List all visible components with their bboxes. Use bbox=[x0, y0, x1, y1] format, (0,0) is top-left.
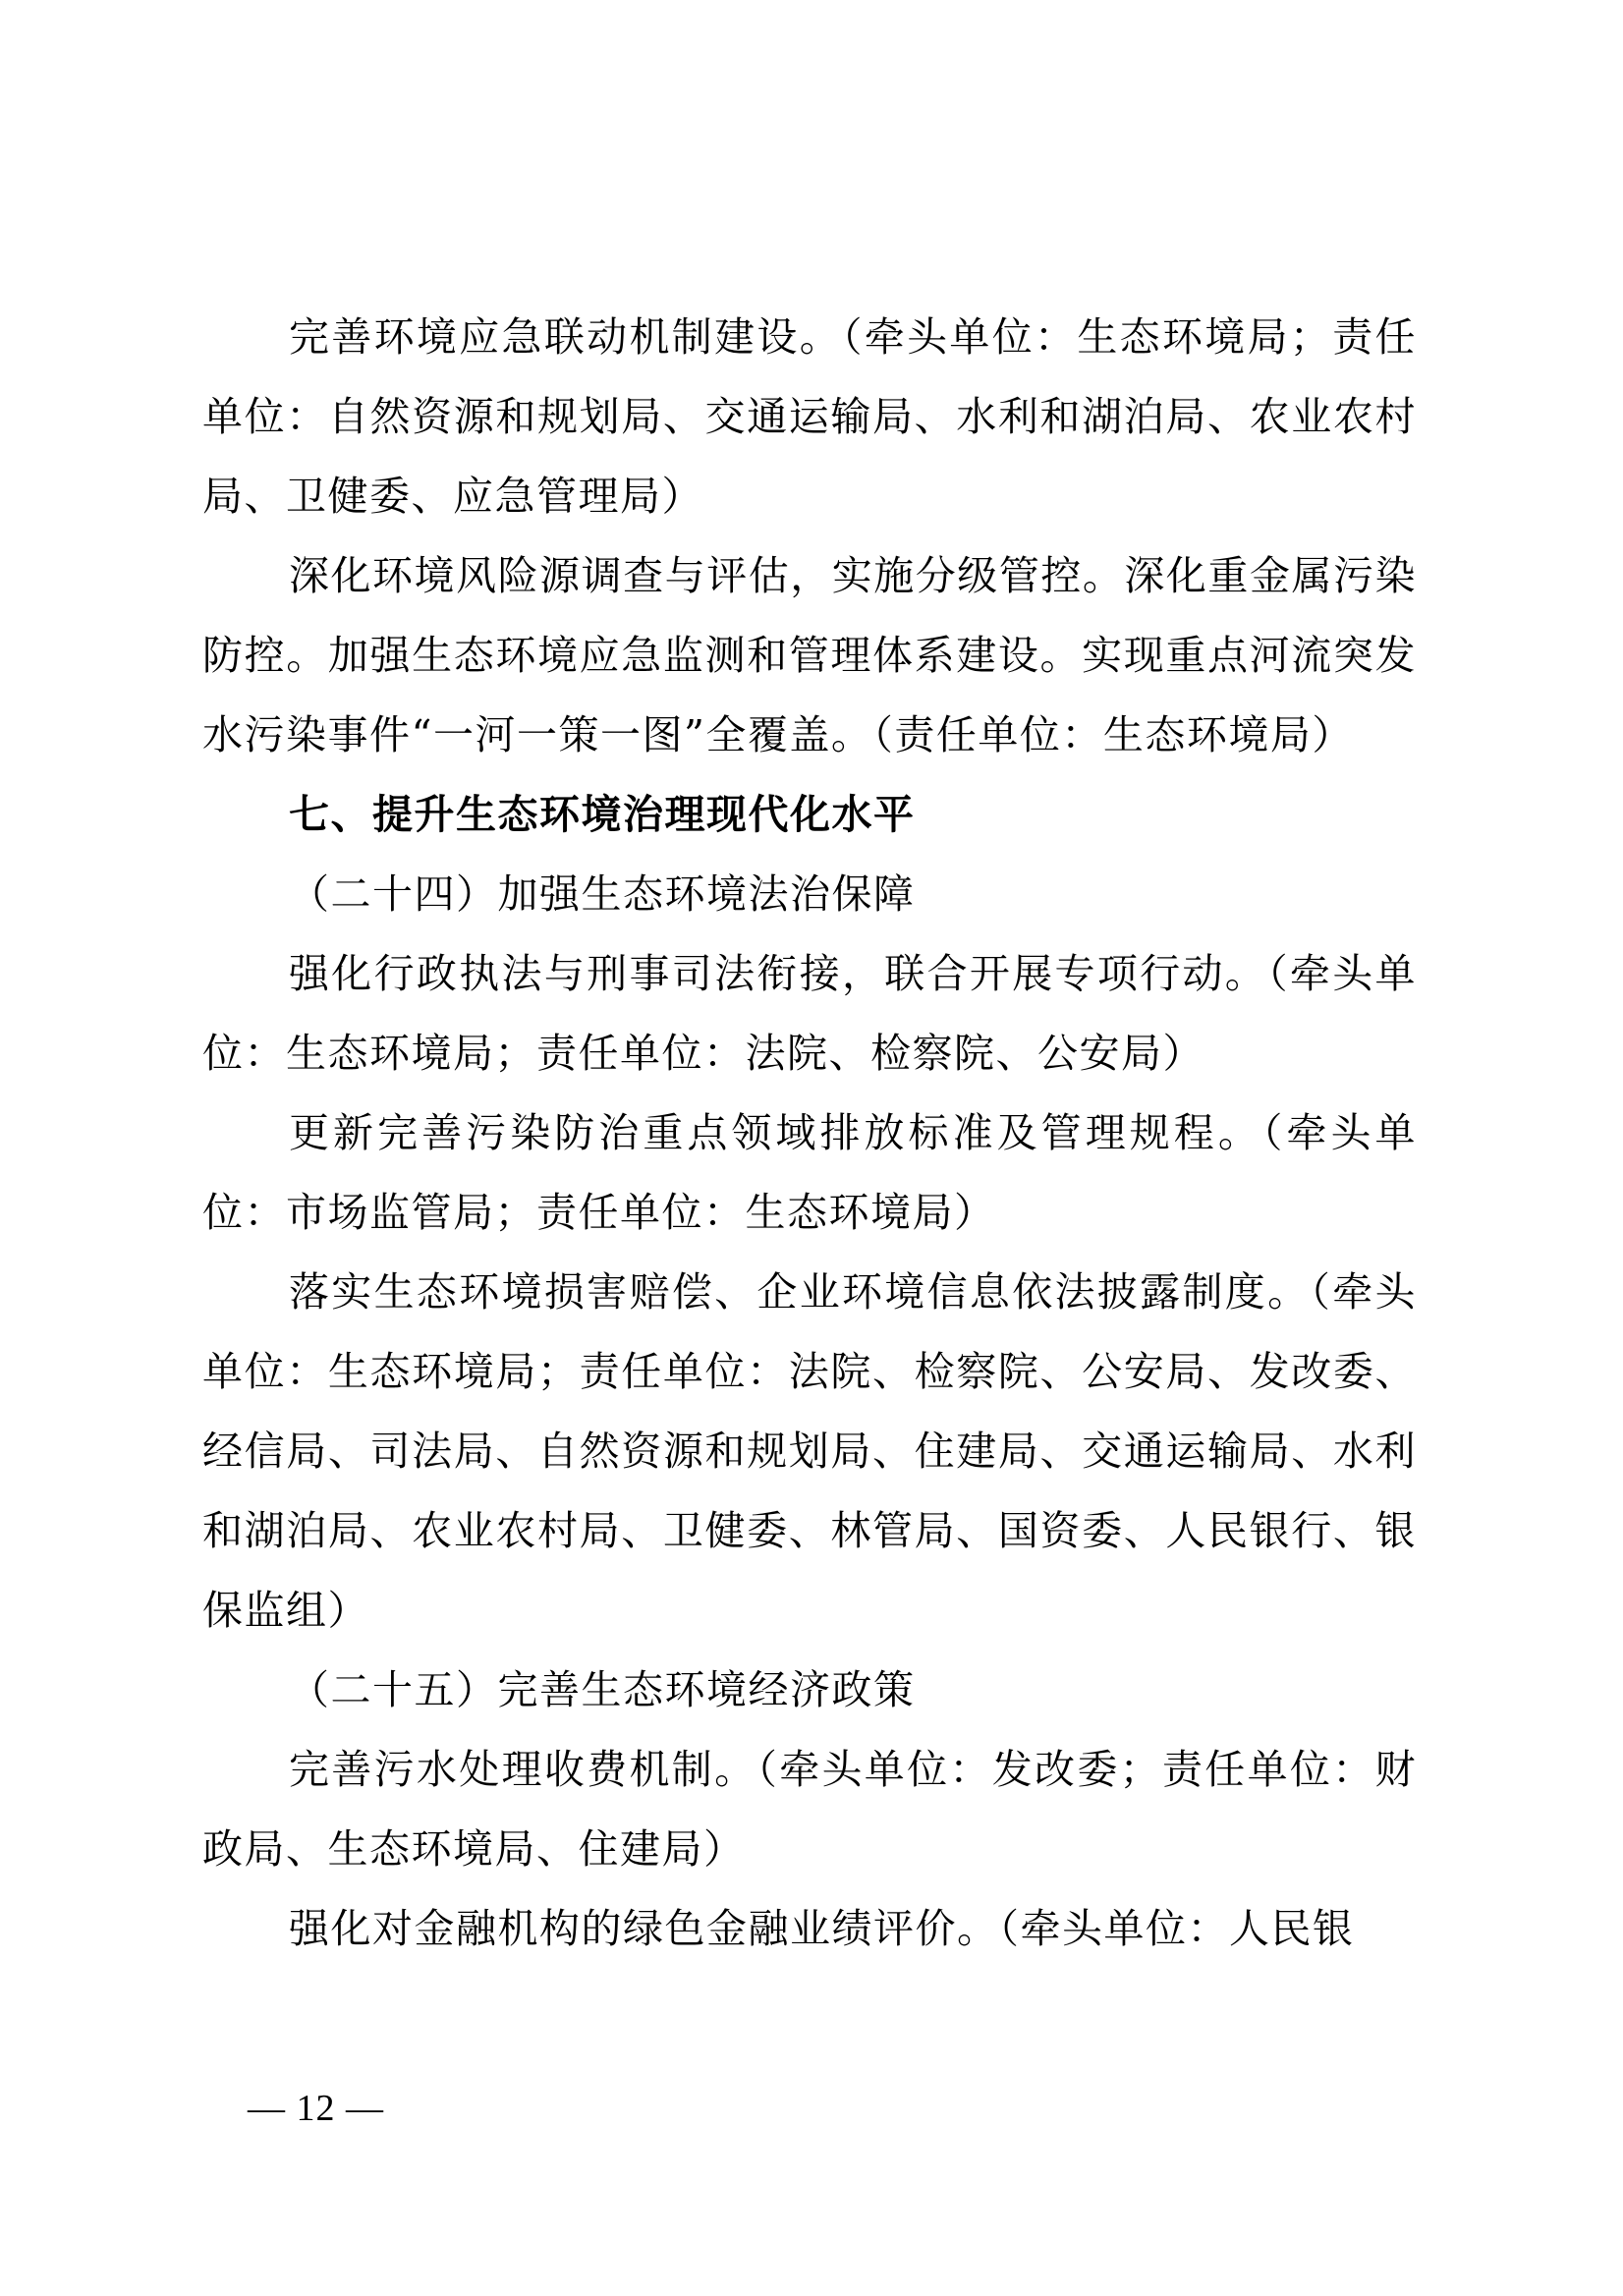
subsection-heading-25: （二十五）完善生态环境经济政策 bbox=[289, 1666, 916, 1713]
paragraph-law-enforcement: 强化行政执法与刑事司法衔接，联合开展专项行动。（牵头单位：生态环境局；责任单位：法院、检察院、公安局） bbox=[202, 950, 1417, 1077]
paragraph-emergency-linkage: 完善环境应急联动机制建设。（牵头单位：生态环境局；责任单位：自然资源和规划局、交通运输局、水利和湖泊局、农业农村局、卫健委、应急管理局） bbox=[202, 313, 1417, 520]
paragraph-green-finance: 强化对金融机构的绿色金融业绩评价。（牵头单位：人民银 bbox=[289, 1905, 1355, 1952]
page-number: — 12 — bbox=[248, 2088, 384, 2129]
subsection-heading-24: （二十四）加强生态环境法治保障 bbox=[289, 870, 916, 918]
section-heading-7: 七、提升生态环境治理现代化水平 bbox=[289, 791, 916, 838]
paragraph-risk-source: 深化环境风险源调查与评估，实施分级管控。深化重金属污染防控。加强生态环境应急监测和管理体系建设。实现重点河流突发水污染事件“一河一策一图”全覆盖。（责任单位：生态环境局） bbox=[202, 552, 1417, 758]
paragraph-emission-standards: 更新完善污染防治重点领域排放标准及管理规程。（牵头单位：市场监管局；责任单位：生态环境局） bbox=[202, 1109, 1417, 1236]
paragraph-sewage-fees: 完善污水处理收费机制。（牵头单位：发改委；责任单位：财政局、生态环境局、住建局） bbox=[202, 1746, 1417, 1873]
document-body bbox=[202, 298, 1417, 1969]
paragraph-damage-compensation: 落实生态环境损害赔偿、企业环境信息依法披露制度。（牵头单位：生态环境局；责任单位：法院、检察院、公安局、发改委、经信局、司法局、自然资源和规划局、住建局、交通运输局、水利和湖泊局、农业农村局、卫健委、林管局、国资委、人民银行、银保监组） bbox=[202, 1268, 1417, 1634]
